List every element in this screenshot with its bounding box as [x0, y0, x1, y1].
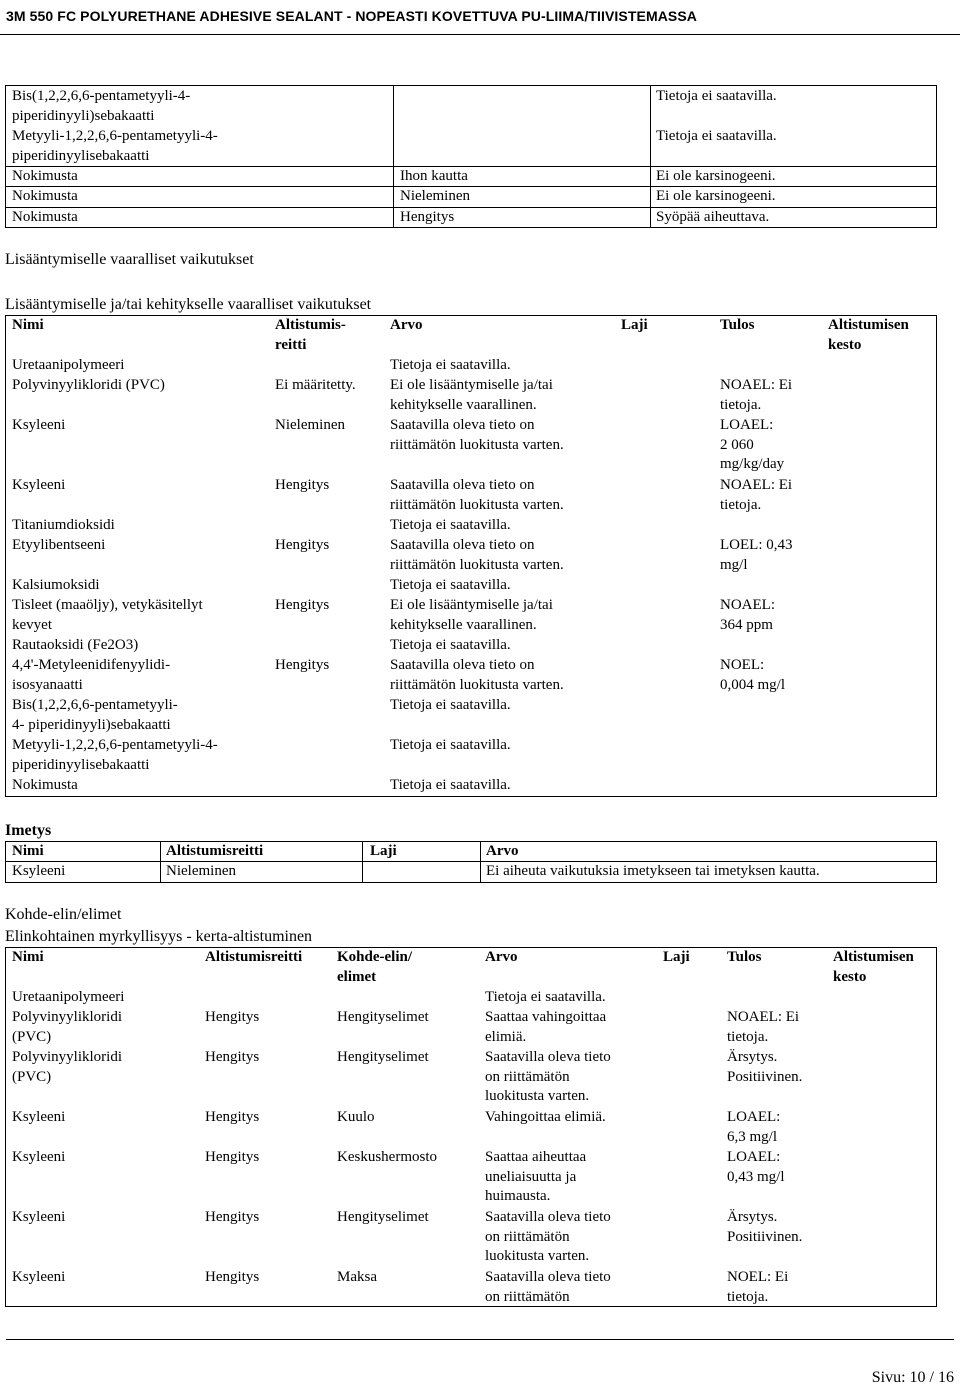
repro-name: Nokimusta	[12, 777, 78, 793]
repro-value: Tietoja ei saatavilla.	[390, 577, 511, 593]
repro-name: Bis(1,2,2,6,6-pentametyyli- 4- piperidinyyli)sebakaatti	[12, 697, 178, 733]
header-value: Arvo	[390, 317, 423, 333]
repro-result: NOAEL: Ei tietoja.	[720, 477, 793, 513]
repro-value: Saatavilla oleva tieto on riittämätön luokitusta varten.	[390, 477, 564, 513]
repro-result: NOAEL: Ei tietoja.	[720, 377, 793, 413]
header-name: Nimi	[12, 949, 44, 965]
repro-result: NOEL: 0,004 mg/l	[720, 657, 786, 693]
carc-name: Nokimusta	[12, 168, 78, 184]
repro-route: Ei määritetty.	[275, 377, 356, 393]
header-result: Tulos	[727, 949, 762, 965]
document-header	[0, 0, 960, 35]
imetys-route: Nieleminen	[166, 863, 236, 879]
imetys-value: Ei aiheuta vaikutuksia imetykseen tai imetyksen kautta.	[486, 863, 820, 879]
organ-table	[5, 947, 937, 1307]
organ-route: Hengitys	[205, 1049, 260, 1065]
organ-result: Ärsytys. Positiivinen.	[727, 1049, 803, 1085]
repro-value: Ei ole lisääntymiselle ja/tai kehitykselle vaarallinen.	[390, 597, 553, 633]
carc-route: Nieleminen	[400, 188, 470, 204]
organ-name: Ksyleeni	[12, 1149, 66, 1165]
carc-value: Tietoja ei saatavilla.	[656, 88, 777, 104]
organ-result: Ärsytys. Positiivinen.	[727, 1209, 803, 1245]
repro-name: Tisleet (maaöljy), vetykäsitellyt kevyet	[12, 597, 203, 633]
organ-value: Tietoja ei saatavilla.	[485, 989, 606, 1005]
organ-result: LOAEL: 6,3 mg/l	[727, 1109, 781, 1145]
footer-rule	[6, 1339, 954, 1340]
repro-name: Kalsiumoksidi	[12, 577, 100, 593]
organ-result: NOEL: Ei tietoja.	[727, 1269, 789, 1305]
organ-value: Saatavilla oleva tieto on riittämätön luokitusta varten.	[485, 1049, 611, 1104]
carc-name: Bis(1,2,2,6,6-pentametyyli-4- piperidinyyli)sebakaatti	[12, 88, 191, 124]
carc-value: Tietoja ei saatavilla.	[656, 128, 777, 144]
organ-target: Maksa	[337, 1269, 377, 1285]
organ-target: Hengityselimet	[337, 1009, 429, 1025]
organ-value: Saatavilla oleva tieto on riittämätön luokitusta varten.	[485, 1209, 611, 1264]
organ-value: Saattaa aiheuttaa uneliaisuutta ja huimausta.	[485, 1149, 587, 1204]
repro-value: Tietoja ei saatavilla.	[390, 517, 511, 533]
carc-route: Ihon kautta	[400, 168, 468, 184]
section-title-target-organ: Kohde-elin/elimet	[5, 906, 122, 923]
repro-value: Saatavilla oleva tieto on riittämätön luokitusta varten.	[390, 417, 564, 453]
section-title-lactation: Imetys	[5, 822, 52, 839]
organ-target: Keskushermosto	[337, 1149, 437, 1165]
repro-value: Ei ole lisääntymiselle ja/tai kehitykselle vaarallinen.	[390, 377, 553, 413]
organ-name: Polyvinyylikloridi (PVC)	[12, 1009, 123, 1045]
organ-target: Hengityselimet	[337, 1049, 429, 1065]
organ-name: Uretaanipolymeeri	[12, 989, 125, 1005]
organ-name: Polyvinyylikloridi (PVC)	[12, 1049, 123, 1085]
header-route: Altistumisreitti	[205, 949, 303, 965]
repro-value: Tietoja ei saatavilla.	[390, 637, 511, 653]
header-duration: Altistumisen kesto	[833, 949, 914, 985]
repro-name: Metyyli-1,2,2,6,6-pentametyyli-4- piperidinyylisebakaatti	[12, 737, 218, 773]
organ-route: Hengitys	[205, 1209, 260, 1225]
organ-name: Ksyleeni	[12, 1209, 66, 1225]
organ-value: Saatavilla oleva tieto on riittämätön	[485, 1269, 611, 1305]
header-type: Laji	[663, 949, 690, 965]
repro-value: Saatavilla oleva tieto on riittämätön luokitusta varten.	[390, 537, 564, 573]
carc-name: Nokimusta	[12, 209, 78, 225]
header-organ: Kohde-elin/ elimet	[337, 949, 413, 985]
organ-result: NOAEL: Ei tietoja.	[727, 1009, 800, 1045]
document-title: 3M 550 FC POLYURETHANE ADHESIVE SEALANT - NOPEASTI KOVETTUVA PU-LIIMA/TIIVISTEMASSA	[6, 8, 698, 24]
page-number: Sivu: 10 / 16	[871, 1369, 954, 1386]
organ-value: Vahingoittaa elimiä.	[485, 1109, 606, 1125]
repro-value: Saatavilla oleva tieto on riittämätön luokitusta varten.	[390, 657, 564, 693]
organ-route: Hengitys	[205, 1109, 260, 1125]
organ-route: Hengitys	[205, 1009, 260, 1025]
header-route: Altistumisreitti	[166, 843, 264, 859]
repro-route: Hengitys	[275, 597, 330, 613]
carc-value: Syöpää aiheuttava.	[656, 209, 770, 225]
organ-value: Saattaa vahingoittaa elimiä.	[485, 1009, 607, 1045]
section-title-reproductive: Lisääntymiselle vaaralliset vaikutukset	[5, 251, 254, 268]
repro-name: Etyylibentseeni	[12, 537, 106, 553]
repro-value: Tietoja ei saatavilla.	[390, 777, 511, 793]
carc-value: Ei ole karsinogeeni.	[656, 168, 776, 184]
carc-name: Nokimusta	[12, 188, 78, 204]
repro-name: Ksyleeni	[12, 477, 66, 493]
repro-value: Tietoja ei saatavilla.	[390, 357, 511, 373]
header-value: Arvo	[486, 843, 519, 859]
repro-route: Hengitys	[275, 537, 330, 553]
subtitle-reproductive: Lisääntymiselle ja/tai kehitykselle vaaralliset vaikutukset	[5, 296, 372, 313]
carc-name: Metyyli-1,2,2,6,6-pentametyyli-4- piperidinyylisebakaatti	[12, 128, 218, 164]
organ-result: LOAEL: 0,43 mg/l	[727, 1149, 785, 1185]
organ-name: Ksyleeni	[12, 1269, 66, 1285]
header-value: Arvo	[485, 949, 518, 965]
header-type: Laji	[621, 317, 648, 333]
subtitle-single-exposure: Elinkohtainen myrkyllisyys - kerta-altistuminen	[5, 928, 313, 945]
repro-name: Ksyleeni	[12, 417, 66, 433]
repro-route: Nieleminen	[275, 417, 345, 433]
header-result: Tulos	[720, 317, 755, 333]
repro-name: Titaniumdioksidi	[12, 517, 115, 533]
repro-result: LOEL: 0,43 mg/l	[720, 537, 793, 573]
imetys-name: Ksyleeni	[12, 863, 66, 879]
repro-route: Hengitys	[275, 477, 330, 493]
header-type: Laji	[370, 843, 397, 859]
repro-name: Rautaoksidi (Fe2O3)	[12, 637, 139, 653]
organ-name: Ksyleeni	[12, 1109, 66, 1125]
header-duration: Altistumisen kesto	[828, 317, 909, 353]
carc-route: Hengitys	[400, 209, 455, 225]
organ-target: Kuulo	[337, 1109, 375, 1125]
organ-target: Hengityselimet	[337, 1209, 429, 1225]
repro-value: Tietoja ei saatavilla.	[390, 697, 511, 713]
carc-value: Ei ole karsinogeeni.	[656, 188, 776, 204]
organ-route: Hengitys	[205, 1149, 260, 1165]
repro-route: Hengitys	[275, 657, 330, 673]
repro-value: Tietoja ei saatavilla.	[390, 737, 511, 753]
repro-result: LOAEL: 2 060 mg/kg/day	[720, 417, 785, 472]
organ-route: Hengitys	[205, 1269, 260, 1285]
repro-name: Polyvinyylikloridi (PVC)	[12, 377, 165, 393]
repro-result: NOAEL: 364 ppm	[720, 597, 775, 633]
header-route: Altistumis- reitti	[275, 317, 346, 353]
repro-name: 4,4'-Metyleenidifenyylidi- isosyanaatti	[12, 657, 171, 693]
repro-name: Uretaanipolymeeri	[12, 357, 125, 373]
header-name: Nimi	[12, 843, 44, 859]
header-name: Nimi	[12, 317, 44, 333]
